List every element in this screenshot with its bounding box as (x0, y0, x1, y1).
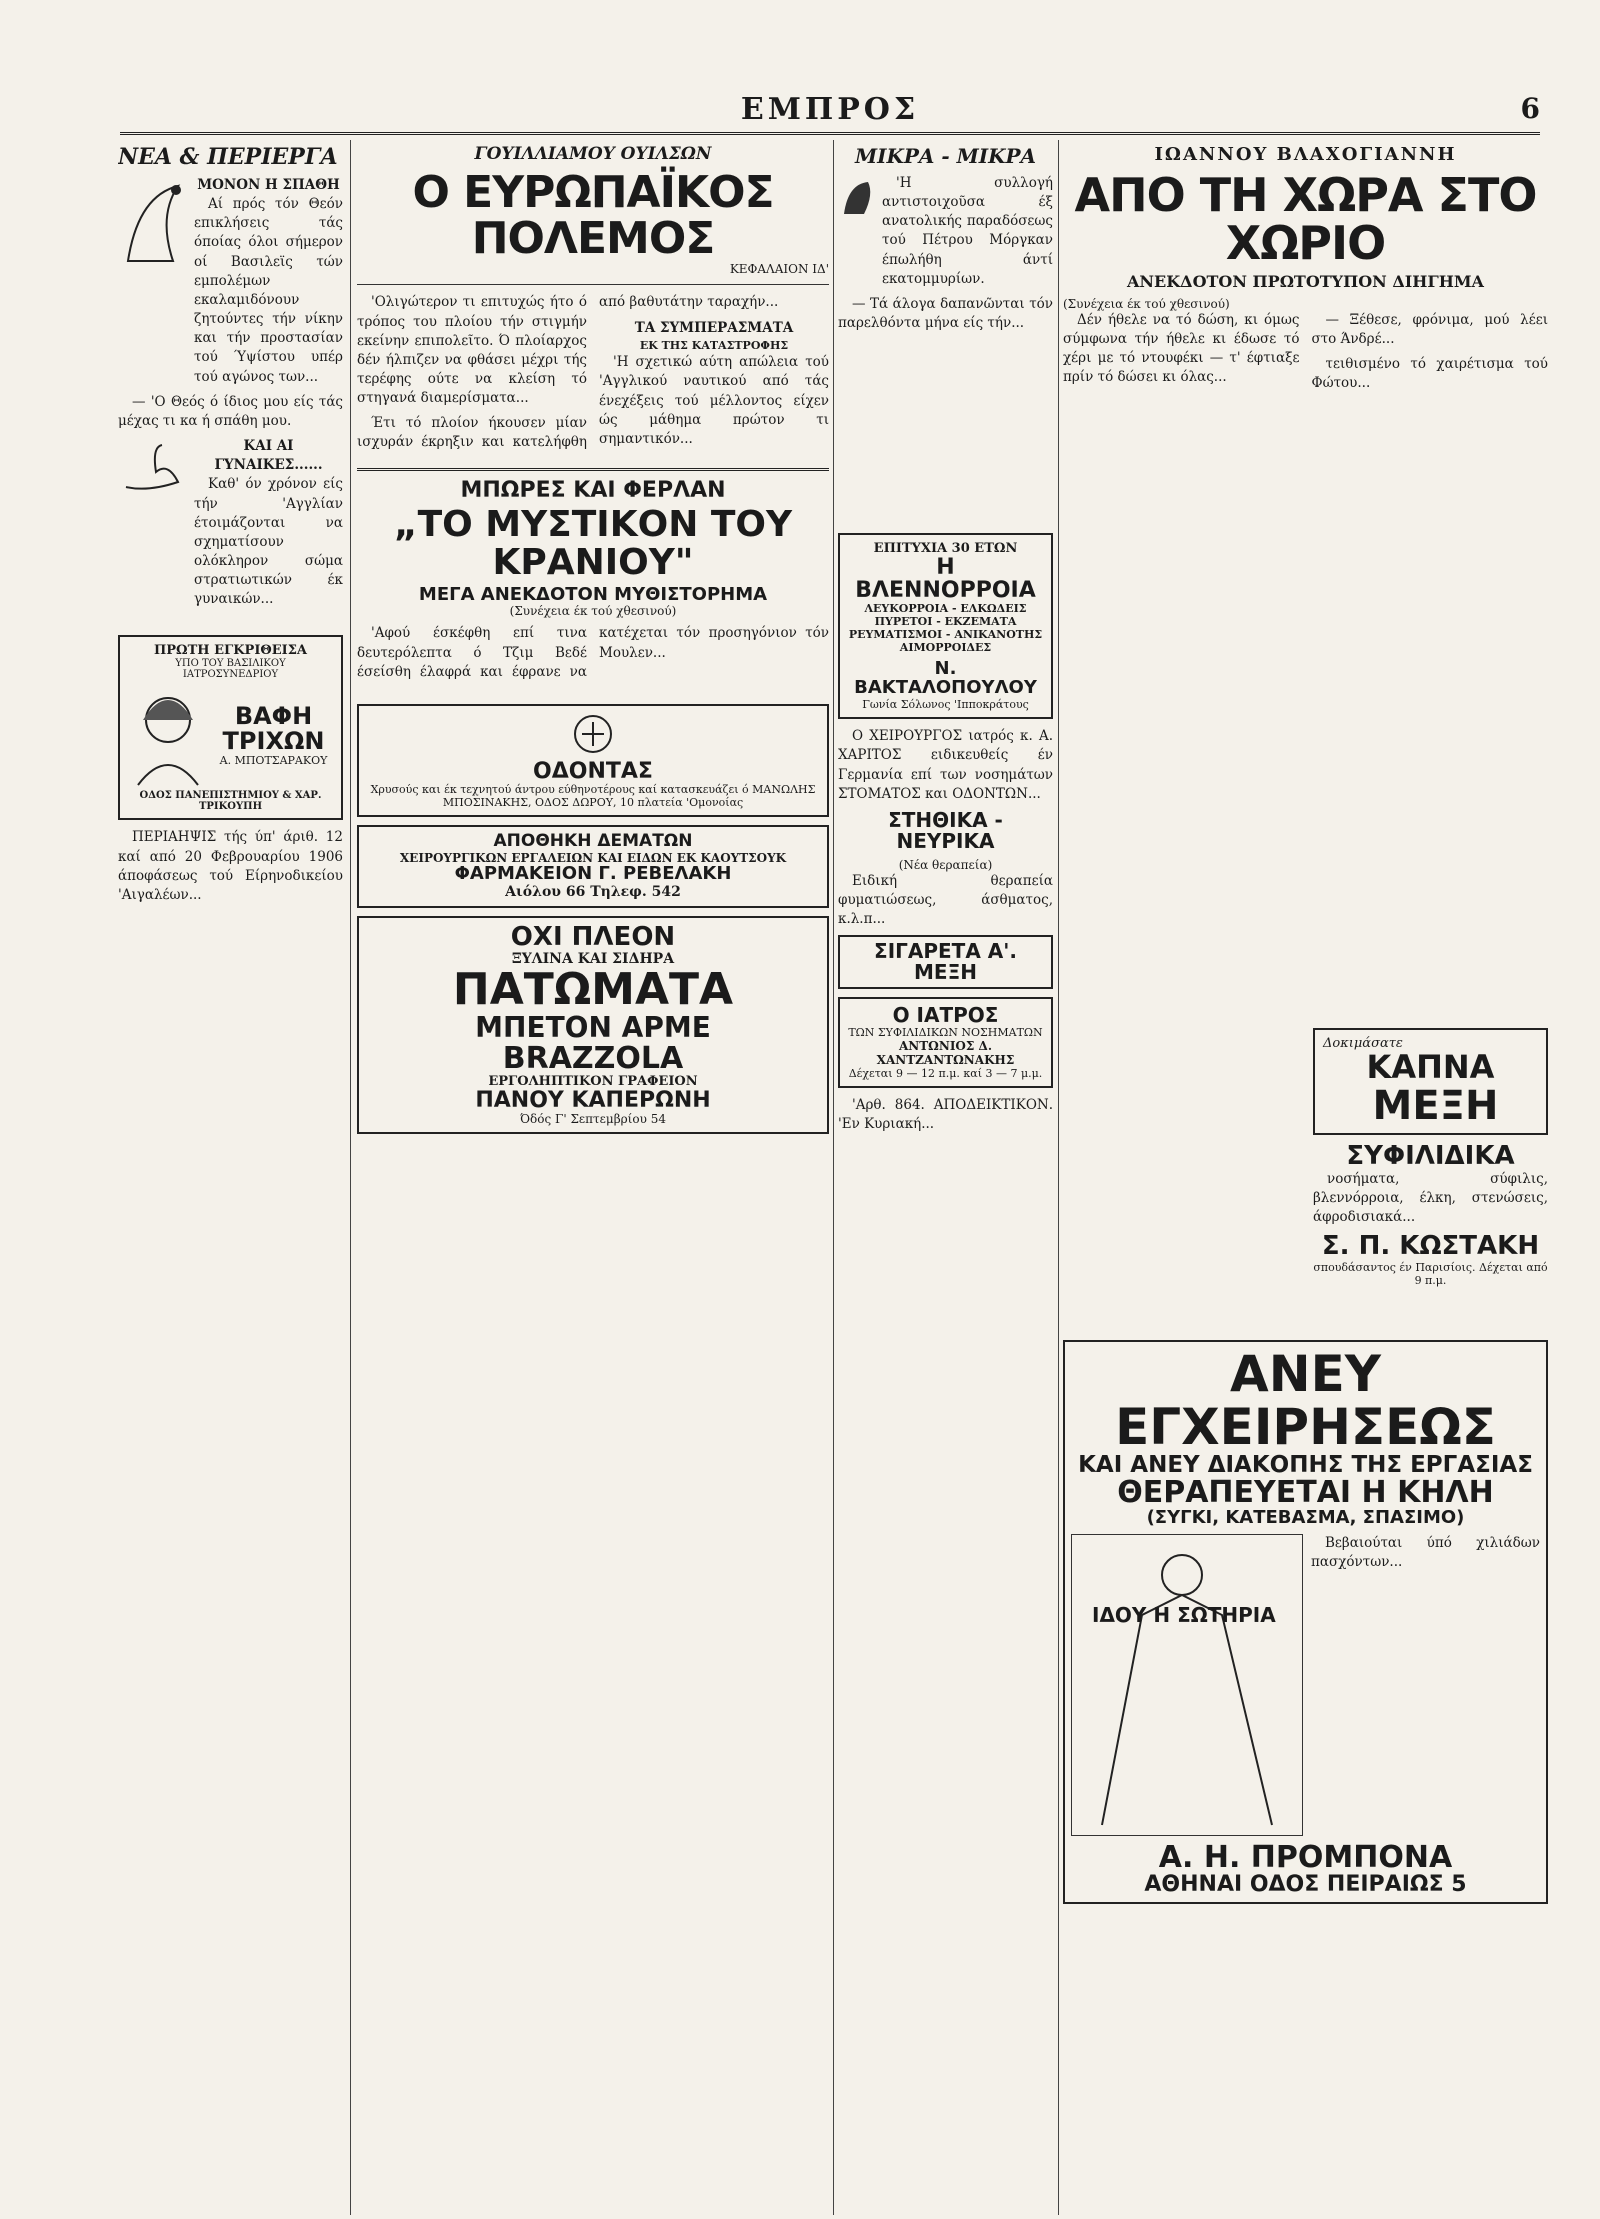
section-title: ΜΙΚΡΑ - ΜΙΚΡΑ (854, 144, 1037, 168)
article-text: — Τά άλογα δαπανῶνται τόν παρελθόντα μήνα είς τήν... (838, 295, 1053, 332)
ad-text: Χρυσούς και έκ τεχνητού άντρου εύθηνοτέρους καί κατασκευάζει ό ΜΑΝΩΛΗΣ ΜΠΟΣΙΝΑΚΗΣ, ΟΔΟΣ ΔΩΡΟΥ, 10 πλατεία 'Ομονοίας (370, 783, 816, 809)
cigarette-ad: ΣΙΓΑΡΕΤΑ Α'. ΜΕΞΗ (838, 935, 1053, 989)
ad-subheading: ΥΠΟ ΤΟΥ ΒΑΣΙΛΙΚΟΥ ΙΑΤΡΟΣΥΝΕΔΡΙΟΥ (175, 658, 286, 681)
ad-address: Γωνία Σόλωνος 'Ιπποκράτους (862, 698, 1029, 712)
ad-title: ΜΕΞΗ (1372, 1082, 1499, 1129)
ad-title: ΘΕΡΑΠΕΥΕΤΑΙ Η ΚΗΛΗ (1117, 1475, 1494, 1511)
ad-title: ΣΥΦΙΛΙΔΙΚΑ (1346, 1140, 1515, 1171)
ad-brand: BRAZZOLA (502, 1040, 684, 1076)
article-text: Αί πρός τόν Θεόν επικλήσεις τάς όποίας όλοι σήμερον οί Βασιλεϊς τών εμπολέμων εκαλαμιδόνουν ζητούντες τήν νίκην και τήν προστασίαν τού Ύψίστου υπέρ τού αγώνος των... (194, 196, 343, 385)
chapter-label: ΚΕΦΑΛΑΙΟΝ ΙΔ' (729, 262, 829, 277)
ad-name: Σ. Π. ΚΩΣΤΑΚΗ (1321, 1231, 1540, 1262)
ad-text: νοσήματα, σύφιλις, βλεννόρροια, έλκη, στενώσεις, άφροδισιακά... (1313, 1170, 1548, 1226)
woman-portrait-icon (128, 680, 208, 790)
pharmacy-ad (357, 825, 829, 908)
serial-subtitle: ΜΕΓΑ ΑΝΕΚΔΟΤΟΝ ΜΥΘΙΣΤΟΡΗΜΑ (418, 583, 768, 605)
article-text: 'Ολιγώτερον τι επιτυχώς ήτο ό τρόπος του πλοίου τήν στιγμήν εκείνην επιπολεῖτο. Ό πλοίαρχος δέν ήλπιζεν να φθάσει μέχρι τής τερέφης ούτε να κλείση τό στηγανά διαμερίσματα... (357, 294, 587, 407)
ad-title: ΟΔΟΝΤΑΣ (533, 758, 653, 784)
ad-text: Βεβαιούται ύπό χιλιάδων πασχόντων... (1311, 1534, 1540, 1570)
column-rule (1058, 140, 1059, 2215)
column-rule (833, 140, 834, 2215)
clinic-ad (838, 533, 1053, 719)
serial-title: „ΤΟ ΜΥΣΤΙΚΟΝ ΤΟΥ ΚΡΑΝΙΟΥ" (393, 503, 793, 583)
page-number: 6 (1520, 92, 1540, 125)
floors-ad (357, 916, 829, 1134)
ad-hours: Δέχεται 9 — 12 π.μ. καί 3 — 7 μ.μ. (848, 1067, 1043, 1081)
article-text: 'Η σχετικώ αύτη απώλεια τού 'Αγγλικού ναυτικού από τάς ένεχέξεις τού μέλλοντος είχεν ώς μάθημα πρώτον τι σημαντικόν... (599, 354, 829, 447)
tobacco-ad (1313, 1028, 1548, 1135)
byline: ΓΟΥΙΛΛΙΑΜΟΥ ΟΥΙΛΣΩΝ (474, 144, 712, 164)
serial-continued: (Συνέχεια έκ τού χθεσινού) (509, 604, 677, 619)
ad-subheading: ΧΕΙΡΟΥΡΓΙΚΩΝ ΕΡΓΑΛΕΙΩΝ ΚΑΙ ΕΙΔΩΝ ΕΚ ΚΑΟΥΤΣΟΥΚ (399, 850, 787, 865)
ad-name: Α. ΜΠΟΤΣΑΡΑΚΟΥ (219, 754, 328, 768)
masthead (120, 92, 1540, 135)
ad-text: ΛΕΥΚΟΡΡΟΙΑ - ΕΛΚΩΔΕΙΣ ΠΥΡΕΤΟΙ - ΕΚΖΕΜΑΤΑ ΡΕΥΜΑΤΙΣΜΟΙ - ΑΝΙΚΑΝΟΤΗΣ ΑΙΜΟΡΡΟΙΔΕΣ (848, 602, 1043, 655)
headline: ΑΠΟ ΤΗ ΧΩΡΑ ΣΤΟ ΧΩΡΙΟ (1074, 168, 1537, 271)
ad-name: ΦΑΡΜΑΚΕΙΟΝ Γ. ΡΕΒΕΛΑΚΗ (454, 862, 732, 884)
column-short-news (838, 140, 1053, 2215)
column-story (1063, 140, 1548, 2215)
ad-heading: ΕΠΙΤΥΧΙΑ 30 ΕΤΩΝ (873, 541, 1018, 557)
ad-title: ΑΝΕΥ ΕΓΧΕΙΡΗΣΕΩΣ (1115, 1345, 1496, 1456)
ad-subheading: ΕΡΓΟΛΗΠΤΙΚΟΝ ΓΡΑΦΕΙΟΝ (488, 1074, 698, 1090)
column-news (118, 140, 343, 2215)
ad-title: ΑΠΟΘΗΚΗ ΔΕΜΑΤΩΝ (493, 831, 693, 851)
hernia-illustration (1071, 1534, 1303, 1836)
figure-illustration-icon (1072, 1535, 1302, 1835)
story-text: τειθισμένο τό χαιρέτισμα τού Φώτου... (1311, 355, 1548, 392)
article-text: — 'Ο Θεός ό ίδιος μου είς τάς μέχας τι κα ή σπάθη μου. (118, 393, 343, 429)
ad-name: Α. Η. ΠΡΟΜΠΟΝΑ (1158, 1839, 1453, 1875)
ad-subheading: ΞΥΛΙΝΑ ΚΑΙ ΣΙΔΗΡΑ (511, 951, 675, 968)
legal-notice-text: 'Αρθ. 864. ΑΠΟΔΕΙΚΤΙΚΟΝ. 'Εν Κυριακή... (838, 1097, 1053, 1133)
ad-name: ΑΝΤΩΝΙΟΣ Δ. ΧΑΝΤΖΑΝΤΩΝΑΚΗΣ (876, 1039, 1015, 1068)
ad-subheading: (Νέα θεραπεία) (898, 857, 993, 872)
ad-name: ΠΑΝΟΥ ΚΑΠΕΡΩΝΗ (475, 1088, 711, 1114)
ad-title: Η ΒΛΕΝΝΟΡΡΟΙΑ (855, 555, 1036, 604)
swan-icon (118, 437, 188, 497)
hernia-ad (1063, 1340, 1548, 1904)
article-subheading: ΕΚ ΤΗΣ ΚΑΤΑΣΤΡΟΦΗΣ (639, 338, 789, 352)
dentist-ad (357, 704, 829, 817)
section-title: ΝΕΑ & ΠΕΡΙΕΡΓΑ (118, 144, 338, 170)
hair-dye-ad (118, 635, 343, 820)
ad-address: Αιόλου 66 Τηλεφ. 542 (505, 883, 681, 900)
ad-address: σπουδάσαντος έν Παρισίοις. Δέχεται από 9 π.μ. (1313, 1260, 1548, 1287)
article-text: Ο ΧΕΙΡΟΥΡΓΟΣ ιατρός κ. Α. ΧΑΡΙΤΟΣ ειδικευθείς έν Γερμανία επί των νοσημάτων ΣΤΟΜΑΤΟΣ και ΟΔΟΝΤΩΝ... (838, 728, 1053, 802)
ad-name: Ν. ΒΑΚΤΑΛΟΠΟΥΛΟΥ (854, 658, 1037, 699)
ad-title: ΒΑΦΗ ΤΡΙΧΩΝ (222, 701, 325, 755)
ad-title: Ο ΙΑΤΡΟΣ (892, 1003, 999, 1028)
ad-title: ΜΠΕΤΟΝ ΑΡΜΕ (475, 1011, 711, 1045)
doctor-ad (838, 997, 1053, 1088)
ad-title: ΠΑΤΩΜΑΤΑ (452, 964, 734, 1016)
ad-heading: Δοκιμάσατε (1323, 1036, 1403, 1051)
ad-title: ΚΑΠΝΑ (1366, 1048, 1495, 1086)
serial-author: ΜΠΩΡΕΣ ΚΑΙ ΦΕΡΛΑΝ (460, 477, 726, 503)
ad-subheading: (ΣΥΓΚΙ, ΚΑΤΕΒΑΣΜΑ, ΣΠΑΣΙΜΟ) (1146, 1506, 1465, 1528)
legal-notice-text: ΠΕΡΙΑΗΨΙΣ τής ύπ' άριθ. 12 καί από 20 Φεβρουαρίου 1906 άποφάσεως τού Είρηνοδικείου 'Αιγαλέων... (118, 829, 343, 903)
serial-text: 'Αφού έσκέφθη επί τινα δευτερόλεπτα ό Τζιμ Βεδέ έσείσθη έλαφρά και έφρανε να κατέχεται τόν προσηγόνιον τόν Μουλεν... (357, 625, 829, 680)
article-text: 'Η συλλογή αντιστοιχοῦσα έξ ανατολικής παραδόσεως τού Πέτρου Μόργκαν έπωλήθη άντί εκατομμυρίων. (882, 175, 1053, 287)
ad-subheading: ΤΩΝ ΣΥΦΙΛΙΔΙΚΩΝ ΝΟΣΗΜΑΤΩΝ (848, 1026, 1043, 1040)
ad-address: Όδός Γ' Σεπτεμβρίου 54 (520, 1112, 666, 1127)
ad-subheading: ΚΑΙ ΑΝΕΥ ΔΙΑΚΟΠΗΣ ΤΗΣ ΕΡΓΑΣΙΑΣ (1078, 1452, 1533, 1478)
newspaper-name: ΕΜΠΡΟΣ (740, 92, 920, 127)
ad-address: ΟΔΟΣ ΠΑΝΕΠΙΣΤΗΜΙΟΥ & ΧΑΡ. ΤΡΙΚΟΥΠΗ (139, 790, 322, 813)
peacock-icon (118, 176, 188, 266)
ad-text: Ειδική θεραπεία φυματιώσεως, άσθματος, κ.λ.π... (838, 872, 1053, 928)
crest-icon (568, 712, 618, 756)
story-continued: (Συνέχεια έκ τού χθεσινού) (1063, 296, 1230, 311)
illustration-caption: ΙΔΟΥ Η ΣΩΤΗΡΙΑ (1092, 1602, 1276, 1627)
story-text: — Ξέθεσε, φρόνιμα, μού λέει στο Άνδρέ... (1311, 311, 1548, 347)
headline: Ο ΕΥΡΩΠΑΪΚΟΣ ΠΟΛΕΜΟΣ (412, 167, 774, 265)
article-heading: ΚΑΙ ΑΙ ΓΥΝΑΙΚΕΣ...... (214, 438, 323, 474)
ad-address: ΑΘΗΝΑΙ ΟΔΟΣ ΠΕΙΡΑΙΩΣ 5 (1144, 1872, 1467, 1898)
article-text: Έτι τό πλοίον ήκουσεν μίαν ισχυράν έκρηξιν και κατελήφθη από βαθυτάτην ταραχήν... (357, 294, 779, 451)
article-text: Καθ' όν χρόνον είς τήν 'Αγγλίαν έτοιμάζονται να σχηματίσουν ολόκληρον σώμα στρατιωτικών έκ γυναικών... (194, 476, 343, 608)
article-heading: ΤΑ ΣΥΜΠΕΡΑΣΜΑΤΑ (634, 319, 794, 336)
ad-title: ΟΧΙ ΠΛΕΟΝ (510, 921, 676, 952)
story-text: Δέν ήθελε να τό δώση, κι όμως σύμφωνα τήν ήθελε κι έδωσε τό χέρι με τό ντουφέκι — τ' έφτιαξε πρίν τό δώσει κι όλας... (1063, 311, 1300, 386)
rooster-icon (838, 174, 878, 220)
ad-heading: ΠΡΩΤΗ ΕΓΚΡΙΘΕΙΣΑ (154, 643, 307, 659)
article-heading: ΜΟΝΟΝ Η ΣΠΑΘΗ (197, 177, 340, 193)
ad-title: ΣΤΗΘΙΚΑ - ΝΕΥΡΙΚΑ (888, 807, 1003, 853)
story-subtitle: ΑΝΕΚΔΟΤΟΝ ΠΡΩΤΟΤΥΠΟΝ ΔΙΗΓΗΜΑ (1127, 271, 1484, 291)
column-rule (350, 140, 351, 2215)
column-war (357, 140, 829, 2215)
byline: ΙΩΑΝΝΟΥ ΒΛΑΧΟΓΙΑΝΝΗ (1154, 144, 1457, 165)
